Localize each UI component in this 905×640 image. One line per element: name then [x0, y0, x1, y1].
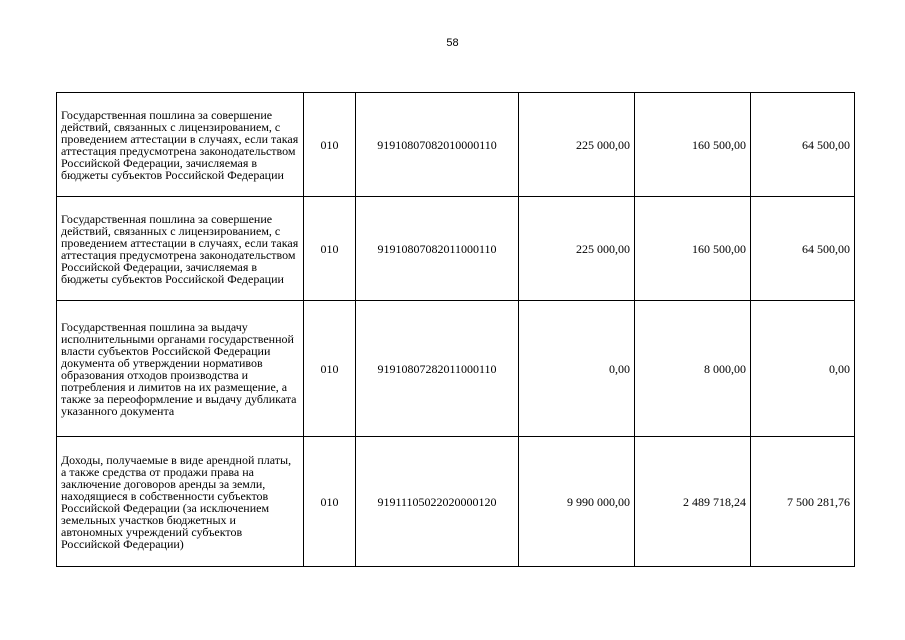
- table-row: [57, 437, 855, 567]
- row-kbk-code: 91910807082011000110: [356, 197, 519, 301]
- row-remaining-amount: 64 500,00: [751, 93, 855, 197]
- row-remaining-amount: 64 500,00: [751, 197, 855, 301]
- row-admin-code: 010: [304, 197, 356, 301]
- row-admin-code: 010: [304, 437, 356, 567]
- row-description: Государственная пошлина за совершение действий, связанных с лицензированием, с проведением аттестации в случаях, если такая аттестация предусмотрена законодательством Российской Федерации, зачисляемая в бюджеты субъектов Российской Федерации: [57, 197, 304, 301]
- row-executed-amount: 160 500,00: [635, 197, 751, 301]
- row-description: Государственная пошлина за совершение действий, связанных с лицензированием, с проведением аттестации в случаях, если такая аттестация предусмотрена законодательством Российской Федерации, зачисляемая в бюджеты субъектов Российской Федерации: [57, 93, 304, 197]
- row-executed-amount: 160 500,00: [635, 93, 751, 197]
- row-approved-amount: 225 000,00: [519, 93, 635, 197]
- row-kbk-code: 91911105022020000120: [356, 437, 519, 567]
- row-remaining-amount: 0,00: [751, 301, 855, 437]
- table-row: [57, 197, 855, 301]
- row-description: Государственная пошлина за выдачу исполнительными органами государственной власти субъектов Российской Федерации документа об утверждении нормативов образования отходов производства и потребления и лимитов на их размещение, а также за переоформление и выдачу дубликата указанного документа: [57, 301, 304, 437]
- table-row: [57, 301, 855, 437]
- row-kbk-code: 91910807082010000110: [356, 93, 519, 197]
- row-executed-amount: 2 489 718,24: [635, 437, 751, 567]
- row-admin-code: 010: [304, 93, 356, 197]
- row-approved-amount: 225 000,00: [519, 197, 635, 301]
- row-admin-code: 010: [304, 301, 356, 437]
- row-approved-amount: 9 990 000,00: [519, 437, 635, 567]
- row-kbk-code: 91910807282011000110: [356, 301, 519, 437]
- row-executed-amount: 8 000,00: [635, 301, 751, 437]
- table-row: [57, 93, 855, 197]
- revenue-table: [56, 92, 855, 567]
- row-description: Доходы, получаемые в виде арендной платы, а также средства от продажи права на заключение договоров аренды за земли, находящиеся в собственности субъектов Российской Федерации (за исключением земельных участков бюджетных и автономных учреждений субъектов Российской Федерации): [57, 437, 304, 567]
- row-approved-amount: 0,00: [519, 301, 635, 437]
- page-number: 58: [446, 37, 459, 49]
- row-remaining-amount: 7 500 281,76: [751, 437, 855, 567]
